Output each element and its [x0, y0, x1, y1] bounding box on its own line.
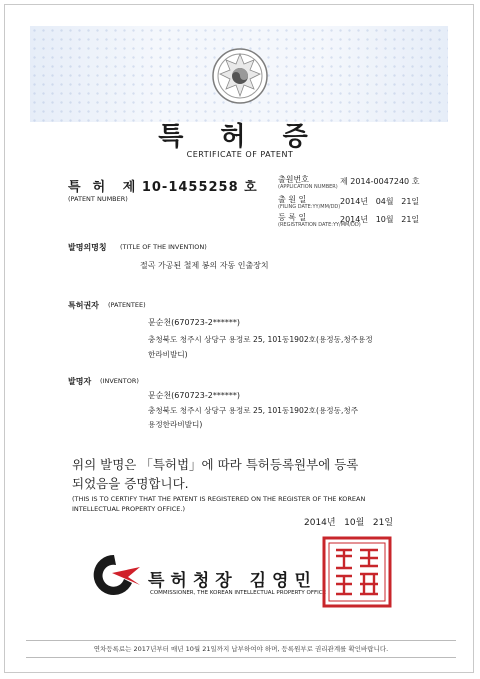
- inventor-label-en: (INVENTOR): [100, 377, 139, 385]
- filing-date-value: 2014년 04월 21일: [340, 197, 420, 206]
- inventor-address-line1: 충청북도 청주시 상당구 용정로 25, 101동1902호(용정동,청주: [148, 406, 359, 415]
- certification-date: 2014년 10월 21일: [304, 518, 394, 528]
- registration-date-value: 2014년 10월 21일: [340, 215, 420, 224]
- application-number-label-en: (APPLICATION NUMBER): [278, 184, 338, 190]
- official-seal-icon: [322, 536, 392, 608]
- national-emblem-icon: [210, 46, 270, 106]
- inventor-label: 발명자: [68, 377, 92, 386]
- patent-number-label: (PATENT NUMBER): [68, 195, 128, 203]
- patentee-address-line1: 충청북도 청주시 상당구 용정로 25, 101동1902호(용정동,청주용정: [148, 335, 373, 344]
- patentee-name: 문순천(670723-2******): [148, 318, 240, 327]
- certification-statement-en-line1: (THIS IS TO CERTIFY THAT THE PATENT IS REGISTERED ON THE REGISTER OF THE KOREAN: [72, 495, 366, 503]
- patentee-label-en: (PATENTEE): [108, 301, 146, 309]
- application-number-value: 제 2014-0047240 호: [340, 177, 420, 186]
- inventor-name: 문순천(670723-2******): [148, 391, 240, 400]
- commissioner-name: 특허청장 김영민: [148, 571, 317, 591]
- document-title: 특 허 증: [158, 122, 322, 152]
- document-subtitle: CERTIFICATE OF PATENT: [186, 150, 294, 159]
- invention-title-label: 발명의명칭: [68, 243, 107, 252]
- certification-statement-en-line2: INTELLECTUAL PROPERTY OFFICE.): [72, 505, 185, 513]
- certification-statement-line1: 위의 발명은 「특허법」에 따라 특허등록원부에 등록: [72, 457, 359, 472]
- filing-date-label-en: (FILING DATE:YY/MM/DD): [278, 204, 341, 210]
- patentee-address-line2: 한라비발디): [148, 350, 188, 359]
- registration-date-label: 등 록 일: [278, 213, 307, 222]
- certification-statement-line2: 되었음을 증명합니다.: [72, 476, 189, 491]
- invention-title: 절곡 가공된 철제 봉의 자동 인출장치: [140, 261, 269, 270]
- commissioner-title-en: COMMISSIONER, THE KOREAN INTELLECTUAL PROPERTY OFFICE: [150, 590, 327, 596]
- registration-date-label-en: (REGISTRATION DATE:YY/MM/DD): [278, 222, 361, 228]
- application-number-label: 출원번호: [278, 175, 309, 184]
- annual-fee-notice: 연차등록료는 2017년부터 매년 10월 21일까지 납부하여야 하며, 등록원부로 권리관계를 확인바랍니다.: [26, 640, 456, 658]
- inventor-address-line2: 용정한라비발디): [148, 420, 203, 429]
- kipo-logo-icon: [86, 553, 142, 597]
- invention-title-label-en: (TITLE OF THE INVENTION): [120, 243, 207, 251]
- filing-date-label: 출 원 일: [278, 195, 307, 204]
- patent-number: 특 허 제 10-1455258 호: [68, 180, 258, 195]
- patentee-label: 특허권자: [68, 301, 99, 310]
